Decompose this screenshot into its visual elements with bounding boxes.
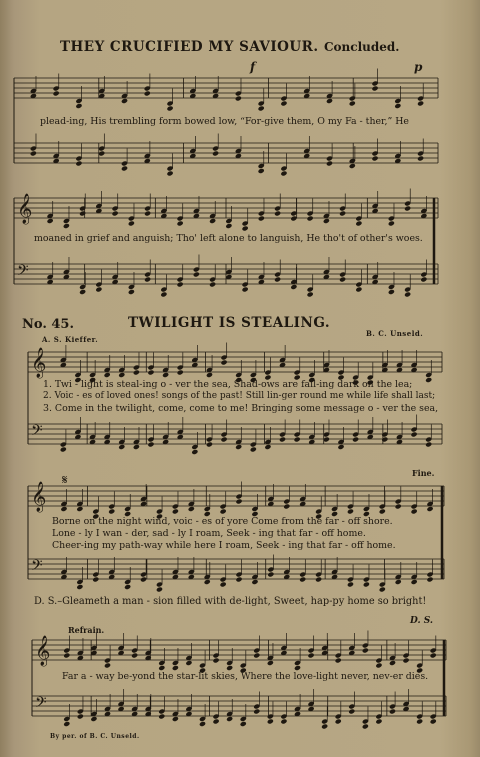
svg-text:𝄞: 𝄞 xyxy=(35,636,51,666)
svg-text:𝄞: 𝄞 xyxy=(31,482,47,512)
lyric-line: plead-ing, His trembling form bowed low, “For-give them, O my Fa - ther,” He xyxy=(40,116,409,127)
svg-text:𝄢: 𝄢 xyxy=(31,557,43,578)
composer-credit: B. C. Unseld. xyxy=(366,329,424,338)
verse-line: Cheer-ing my path-way while here I roam, Seek - ing that far - off home. xyxy=(52,540,396,551)
svg-text:𝄞: 𝄞 xyxy=(31,348,47,378)
refrain-label: Refrain. xyxy=(68,625,105,635)
svg-text:𝄢: 𝄢 xyxy=(35,694,47,715)
dynamic-forte: f xyxy=(250,60,256,74)
ds-lyric-line: D. S.–Gleameth a man - sion filled with de-light, Sweet, hap-py home so bright! xyxy=(34,596,427,607)
svg-text:𝄞: 𝄞 xyxy=(17,194,33,224)
verse-line: 1. Twi - light is steal-ing o - ver the sea, Shad-ows are fall-ing dark on the lea; xyxy=(43,379,413,390)
lyricist-credit: A. S. Kieffer. xyxy=(42,335,99,344)
song-title: TWILIGHT IS STEALING. xyxy=(128,315,331,331)
permission-footer: By per. of B. C. Unseld. xyxy=(50,733,140,740)
dynamic-piano: p xyxy=(414,60,423,74)
verse-line: Borne on the night wind, voic - es of yore Come from the far - off shore. xyxy=(52,516,393,527)
ds-marking: D. S. xyxy=(410,616,434,626)
hymn-number: No. 45. xyxy=(22,317,74,332)
verse-line: Lone - ly I wan - der, sad - ly I roam, Seek - ing that far - off home. xyxy=(52,528,366,539)
verse-line: 3. Come in the twilight, come, come to me! Bringing some message o - ver the sea, xyxy=(43,403,439,414)
lyric-line: moaned in grief and anguish; Tho' left alone to languish, He tho't of other's woes. xyxy=(34,233,423,244)
song-title: THEY CRUCIFIED MY SAVIOUR. xyxy=(60,39,319,55)
svg-text:𝄢: 𝄢 xyxy=(31,422,43,443)
svg-text:𝄋: 𝄋 xyxy=(62,473,68,488)
song-subtitle: Concluded. xyxy=(324,40,400,54)
svg-text:𝄢: 𝄢 xyxy=(17,262,29,283)
refrain-lyric: Far a - way be-yond the star-lit skies, Where the love-light never, nev-er dies. xyxy=(62,671,429,682)
verse-line: 2. Voic - es of loved ones! songs of the past! Still lin-ger round me while life shall last; xyxy=(43,391,436,401)
fine-marking: Fine. xyxy=(412,468,435,478)
